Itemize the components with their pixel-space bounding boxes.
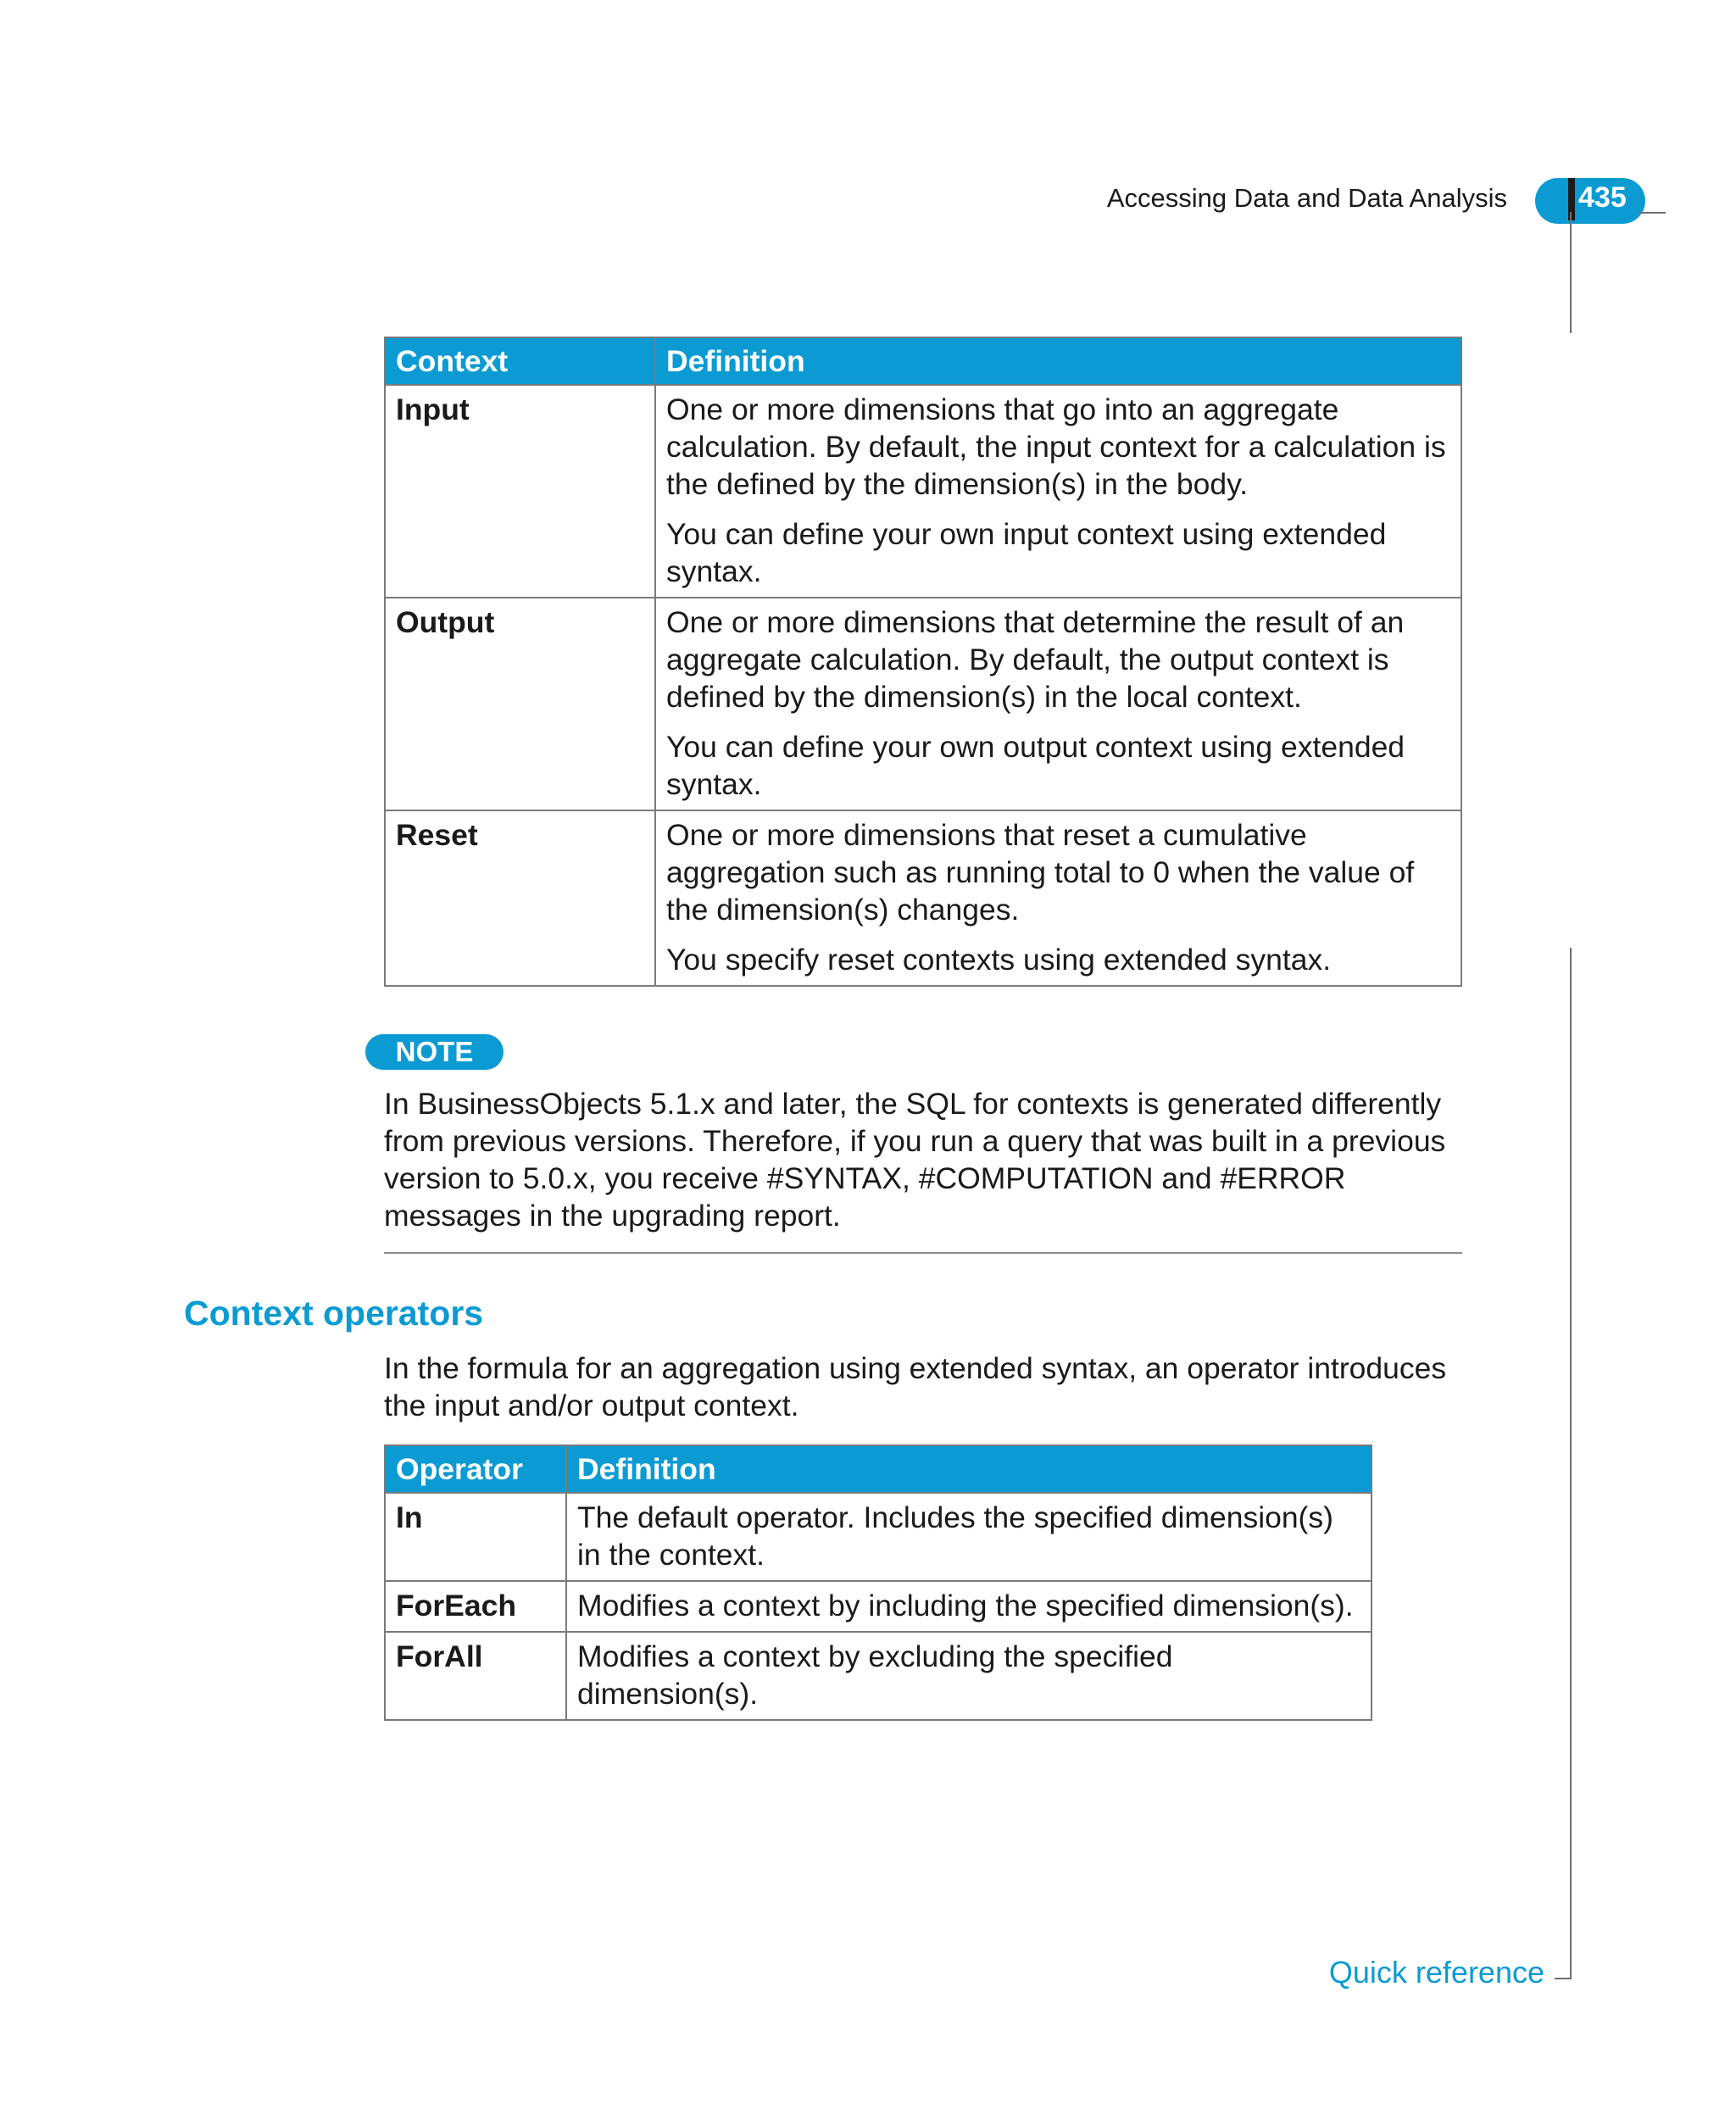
section-intro: In the formula for an aggregation using extended syntax, an operator introduces the input and/or output context. (384, 1351, 1447, 1422)
definition-paragraph: You can define your own output context using extended syntax. (666, 730, 1405, 801)
operator-term: ForEach (385, 1581, 566, 1632)
definition-paragraph: One or more dimensions that go into an aggregate calculation. By default, the input context for a calculation is the defined by the dimension(s) in the body. (666, 392, 1446, 501)
table-row (385, 385, 1461, 598)
operator-definition: Modifies a context by excluding the specified dimension(s). (566, 1632, 1372, 1720)
context-term: Input (385, 385, 655, 598)
margin-rule-top (1570, 212, 1572, 333)
quick-reference-link[interactable]: Quick reference (1328, 1955, 1544, 1990)
operators-table (384, 1444, 1372, 1721)
definition-paragraph: You can define your own input context using extended syntax. (666, 517, 1387, 588)
note-badge: NOTE (365, 1034, 504, 1070)
column-header-operator: Operator (385, 1445, 566, 1493)
note-divider (384, 1252, 1462, 1254)
operator-term: In (385, 1493, 566, 1581)
table-row (385, 1632, 1372, 1720)
footer-rule (1555, 1978, 1572, 1979)
context-definition (655, 598, 1461, 810)
section-title: Context operators (184, 1294, 484, 1333)
table-row (385, 1581, 1372, 1632)
note-text: In BusinessObjects 5.1.x and later, the SQL for contexts is generated differently from previous versions. Therefore, if you run a query that was built in a previous version to 5.0.x, you receive #SYNTAX, #COMPUTATION and #ERROR messages in the upgrading report. (384, 1087, 1446, 1233)
table-row (385, 810, 1461, 986)
column-header-context: Context (385, 337, 655, 385)
context-term: Reset (385, 810, 655, 986)
operator-term: ForAll (385, 1632, 566, 1720)
table-header-row (385, 1445, 1372, 1493)
definition-paragraph: One or more dimensions that reset a cumulative aggregation such as running total to 0 when the value of the dimension(s) changes. (666, 818, 1415, 927)
table-row (385, 1493, 1372, 1581)
definition-paragraph: You specify reset contexts using extended syntax. (666, 943, 1332, 977)
table-row (385, 598, 1461, 810)
operator-definition: The default operator. Includes the specified dimension(s) in the context. (566, 1493, 1372, 1581)
running-head: Accessing Data and Data Analysis (1106, 183, 1507, 213)
context-definition (655, 810, 1461, 986)
context-term: Output (385, 598, 655, 810)
definition-paragraph: One or more dimensions that determine the result of an aggregate calculation. By default, the output context is defined by the dimension(s) in the local context. (666, 605, 1405, 714)
table-header-row (385, 337, 1461, 385)
column-header-definition: Definition (566, 1445, 1372, 1493)
contexts-table (384, 337, 1462, 987)
margin-rule-bottom (1570, 948, 1572, 1979)
column-header-definition: Definition (655, 337, 1461, 385)
header-rule (1640, 212, 1666, 214)
page-number: 435 (1578, 181, 1627, 214)
operator-definition: Modifies a context by including the specified dimension(s). (566, 1581, 1372, 1632)
context-definition (655, 385, 1461, 598)
